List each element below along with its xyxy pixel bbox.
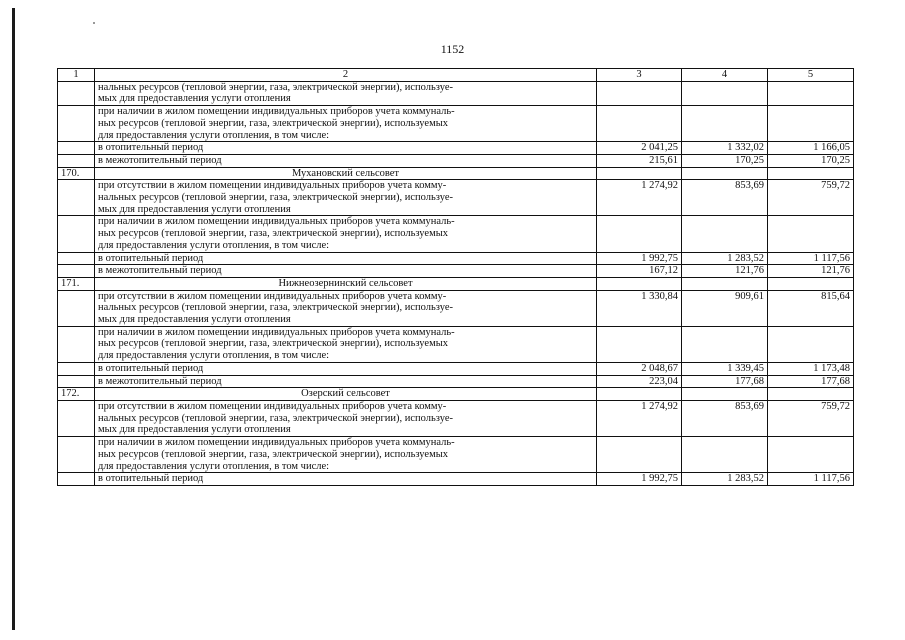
value-col-5: 815,64 xyxy=(768,290,854,326)
row-number xyxy=(58,142,95,155)
description-line: для предоставления услуги отопления, в том числе: xyxy=(98,239,330,251)
row-description xyxy=(95,473,597,486)
value-col-3: 1 274,92 xyxy=(597,180,682,216)
column-header-1: 1 xyxy=(58,69,95,82)
empty-cell xyxy=(597,388,682,401)
value-col-3: 167,12 xyxy=(597,265,682,278)
description-line: в межотопительный период xyxy=(98,375,222,387)
table-row xyxy=(58,265,854,278)
value-col-4 xyxy=(682,326,768,362)
binding-edge xyxy=(12,8,15,630)
value-col-3 xyxy=(597,81,682,105)
value-col-4: 1 339,45 xyxy=(682,362,768,375)
description-line: в межотопительный период xyxy=(98,154,222,166)
description-line: в отопительный период xyxy=(98,142,204,154)
description-line: для предоставления услуги отопления, в том числе: xyxy=(98,350,330,362)
description-line: в отопительный период xyxy=(98,252,204,264)
description-line: нальных ресурсов (тепловой энергии, газа, электрической энергии), используе- xyxy=(98,81,453,93)
value-col-4: 170,25 xyxy=(682,154,768,167)
description-line: при наличии в жилом помещении индивидуальных приборов учета коммуналь- xyxy=(98,216,455,228)
value-col-4 xyxy=(682,106,768,142)
value-col-3 xyxy=(597,106,682,142)
value-col-4 xyxy=(682,216,768,252)
row-description xyxy=(95,326,597,362)
row-description xyxy=(95,362,597,375)
column-header-3: 3 xyxy=(597,69,682,82)
description-line: при отсутствии в жилом помещении индивидуальных приборов учета комму- xyxy=(98,400,447,412)
value-col-5: 759,72 xyxy=(768,400,854,436)
table-row xyxy=(58,81,854,105)
value-col-5: 1 173,48 xyxy=(768,362,854,375)
row-description xyxy=(95,400,597,436)
description-line: ных ресурсов (тепловой энергии, газа, электрической энергии), используемых xyxy=(98,228,449,240)
description-line: мых для предоставления услуги отопления xyxy=(98,93,291,105)
empty-cell xyxy=(768,388,854,401)
value-col-4: 853,69 xyxy=(682,400,768,436)
column-header-4: 4 xyxy=(682,69,768,82)
column-header-2: 2 xyxy=(95,69,597,82)
table-row xyxy=(58,252,854,265)
description-line: при отсутствии в жилом помещении индивидуальных приборов учета комму- xyxy=(98,180,447,192)
value-col-5: 759,72 xyxy=(768,180,854,216)
value-col-4: 1 283,52 xyxy=(682,252,768,265)
row-number xyxy=(58,81,95,105)
table-row xyxy=(58,180,854,216)
row-number xyxy=(58,362,95,375)
value-col-4: 121,76 xyxy=(682,265,768,278)
value-col-4 xyxy=(682,437,768,473)
section-title: Озерский сельсовет xyxy=(95,388,597,401)
row-number xyxy=(58,265,95,278)
value-col-3: 2 041,25 xyxy=(597,142,682,155)
value-col-5: 1 117,56 xyxy=(768,473,854,486)
row-number xyxy=(58,252,95,265)
value-col-4: 177,68 xyxy=(682,375,768,388)
row-number xyxy=(58,154,95,167)
row-description xyxy=(95,216,597,252)
description-line: ных ресурсов (тепловой энергии, газа, электрической энергии), используемых xyxy=(98,117,449,129)
empty-cell xyxy=(682,388,768,401)
table-row xyxy=(58,375,854,388)
table-row xyxy=(58,290,854,326)
value-col-5: 170,25 xyxy=(768,154,854,167)
scan-speck xyxy=(93,22,95,24)
description-line: мых для предоставления услуги отопления xyxy=(98,314,291,326)
value-col-5: 1 166,05 xyxy=(768,142,854,155)
empty-cell xyxy=(682,167,768,180)
row-number xyxy=(58,437,95,473)
description-line: ных ресурсов (тепловой энергии, газа, электрической энергии), используемых xyxy=(98,448,449,460)
table-row xyxy=(58,362,854,375)
section-row xyxy=(58,167,854,180)
value-col-4: 1 332,02 xyxy=(682,142,768,155)
empty-cell xyxy=(682,277,768,290)
section-title: Мухановский сельсовет xyxy=(95,167,597,180)
value-col-3 xyxy=(597,326,682,362)
row-description xyxy=(95,265,597,278)
tariff-table xyxy=(57,68,854,486)
row-description xyxy=(95,142,597,155)
description-line: в отопительный период xyxy=(98,473,204,485)
section-row xyxy=(58,388,854,401)
page-number: 1152 xyxy=(440,42,465,56)
row-description xyxy=(95,437,597,473)
value-col-5: 121,76 xyxy=(768,265,854,278)
table-row xyxy=(58,400,854,436)
value-col-3: 1 274,92 xyxy=(597,400,682,436)
description-line: в отопительный период xyxy=(98,362,204,374)
value-col-5 xyxy=(768,216,854,252)
row-number xyxy=(58,180,95,216)
row-number: 172. xyxy=(58,388,95,401)
value-col-3 xyxy=(597,437,682,473)
row-number xyxy=(58,106,95,142)
row-description xyxy=(95,252,597,265)
value-col-3 xyxy=(597,216,682,252)
row-description xyxy=(95,290,597,326)
row-description xyxy=(95,154,597,167)
value-col-4 xyxy=(682,81,768,105)
table-row xyxy=(58,326,854,362)
value-col-3: 223,04 xyxy=(597,375,682,388)
table-row xyxy=(58,216,854,252)
description-line: при наличии в жилом помещении индивидуальных приборов учета коммуналь- xyxy=(98,437,455,449)
table-row xyxy=(58,473,854,486)
section-row xyxy=(58,277,854,290)
value-col-3: 1 992,75 xyxy=(597,473,682,486)
value-col-4: 853,69 xyxy=(682,180,768,216)
value-col-5 xyxy=(768,106,854,142)
description-line: нальных ресурсов (тепловой энергии, газа, электрической энергии), используе- xyxy=(98,412,453,424)
empty-cell xyxy=(768,167,854,180)
description-line: при отсутствии в жилом помещении индивидуальных приборов учета комму- xyxy=(98,290,447,302)
description-line: ных ресурсов (тепловой энергии, газа, электрической энергии), используемых xyxy=(98,338,449,350)
value-col-4: 1 283,52 xyxy=(682,473,768,486)
row-number xyxy=(58,326,95,362)
row-number xyxy=(58,290,95,326)
description-line: при наличии в жилом помещении индивидуальных приборов учета коммуналь- xyxy=(98,326,455,338)
description-line: нальных ресурсов (тепловой энергии, газа, электрической энергии), используе- xyxy=(98,192,453,204)
description-line: мых для предоставления услуги отопления xyxy=(98,203,291,215)
table-row xyxy=(58,106,854,142)
table-row xyxy=(58,142,854,155)
row-number xyxy=(58,400,95,436)
row-number xyxy=(58,473,95,486)
description-line: для предоставления услуги отопления, в том числе: xyxy=(98,460,330,472)
value-col-5 xyxy=(768,81,854,105)
section-title: Нижнеозернинский сельсовет xyxy=(95,277,597,290)
row-description xyxy=(95,106,597,142)
description-line: при наличии в жилом помещении индивидуальных приборов учета коммуналь- xyxy=(98,106,455,118)
table-body xyxy=(58,69,854,486)
value-col-5: 1 117,56 xyxy=(768,252,854,265)
value-col-3: 215,61 xyxy=(597,154,682,167)
value-col-5 xyxy=(768,437,854,473)
description-line: в межотопительный период xyxy=(98,265,222,277)
column-header-5: 5 xyxy=(768,69,854,82)
row-description xyxy=(95,375,597,388)
row-description xyxy=(95,180,597,216)
table-row xyxy=(58,437,854,473)
empty-cell xyxy=(597,167,682,180)
description-line: для предоставления услуги отопления, в том числе: xyxy=(98,129,330,141)
table-row xyxy=(58,154,854,167)
value-col-3: 1 330,84 xyxy=(597,290,682,326)
empty-cell xyxy=(768,277,854,290)
row-number xyxy=(58,375,95,388)
description-line: мых для предоставления услуги отопления xyxy=(98,424,291,436)
row-description xyxy=(95,81,597,105)
description-line: нальных ресурсов (тепловой энергии, газа, электрической энергии), используе- xyxy=(98,302,453,314)
row-number xyxy=(58,216,95,252)
value-col-4: 909,61 xyxy=(682,290,768,326)
row-number: 171. xyxy=(58,277,95,290)
empty-cell xyxy=(597,277,682,290)
value-col-5 xyxy=(768,326,854,362)
value-col-3: 1 992,75 xyxy=(597,252,682,265)
value-col-5: 177,68 xyxy=(768,375,854,388)
column-header-row xyxy=(58,69,854,82)
row-number: 170. xyxy=(58,167,95,180)
value-col-3: 2 048,67 xyxy=(597,362,682,375)
